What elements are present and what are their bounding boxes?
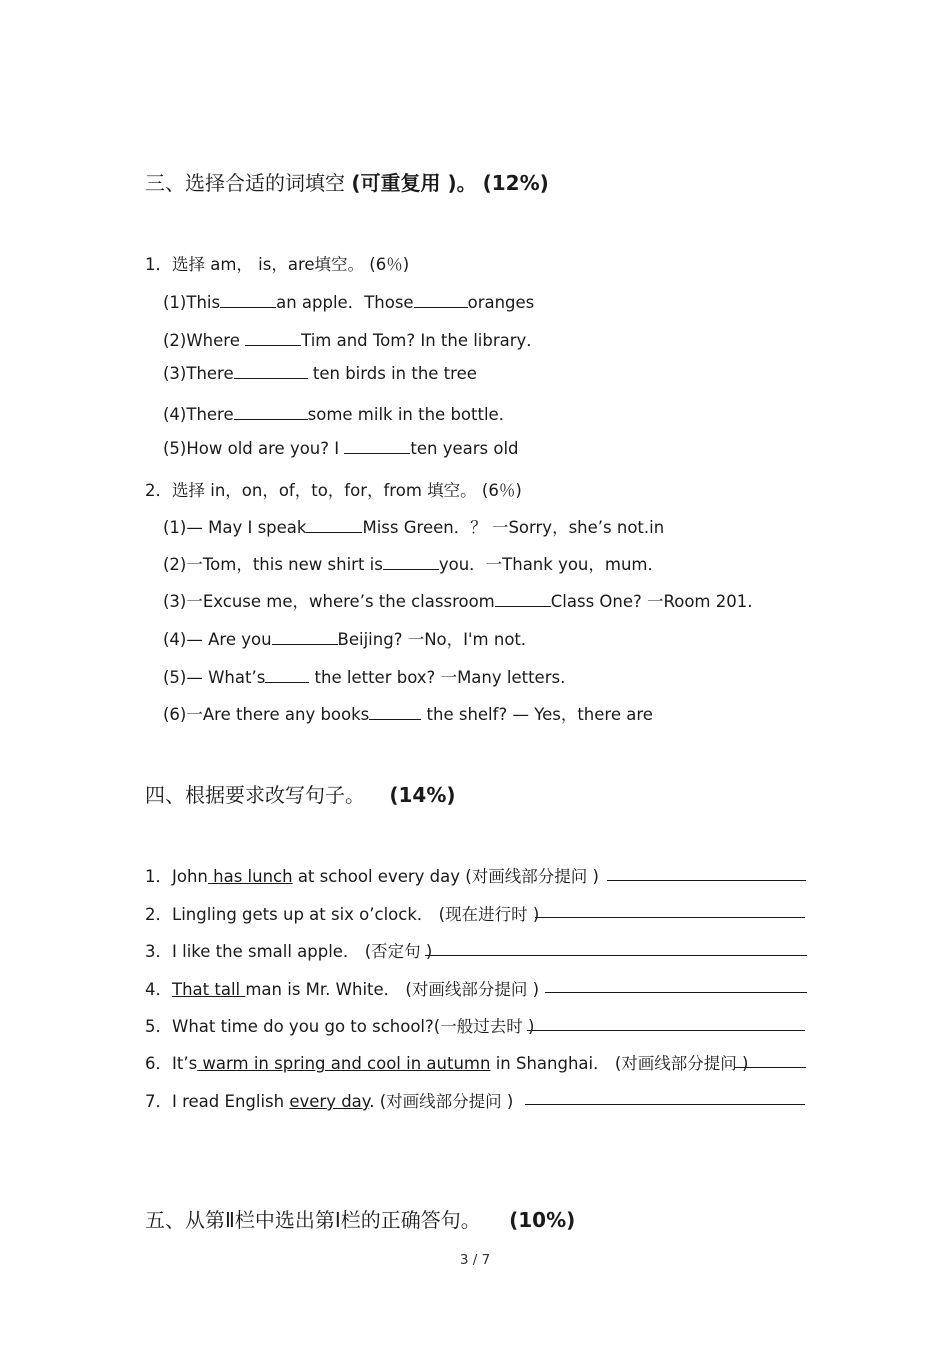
part1-item-4: (4)There some milk in the bottle． [163,405,516,424]
answer-line[interactable] [527,1030,805,1031]
answer-line[interactable] [545,992,807,993]
section3-title: 三、选择合适的词填空 [145,171,345,195]
answer-blank[interactable] [234,364,308,379]
part2-item-6: (6)一Are there any books the shelf? — Yes，there are [163,705,653,724]
answer-line[interactable] [607,880,806,881]
rewrite-item-2: 2．Lingling gets up at six o’clock． (现在进行时 ) [145,905,540,924]
rewrite-item-4: 4．That tall man is Mr. White． (对画线部分提问 ) [145,980,540,999]
answer-blank[interactable] [272,630,338,645]
section3-score: (12%) [482,171,549,195]
page-number: 3 / 7 [459,1252,491,1268]
rewrite-item-7: 7．I read English every day. (对画线部分提问 ) [145,1092,514,1111]
section4-title: 四、根据要求改写句子。 [145,783,365,807]
section4-heading [145,779,456,808]
part2-item-3: (3)一Excuse me，where’s the classroom Class One? 一Room 201. [163,592,753,611]
part1-item-1: (1)This an apple．Those oranges [163,293,535,312]
answer-blank[interactable] [344,439,410,454]
answer-blank[interactable] [383,555,439,570]
section3-heading [145,167,549,196]
part2-label: 2．选择 in，on，of，to，for，from 填空。 (6％) [145,481,522,500]
part1-label: 1．选择 am， is，are填空。 (6％) [145,255,410,274]
answer-blank[interactable] [220,293,276,308]
answer-blank[interactable] [265,668,309,683]
answer-blank[interactable] [414,293,468,308]
answer-blank[interactable] [234,405,308,420]
part2-item-5: (5)— What’s the letter box? 一Many letters. [163,668,566,687]
section3-title-paren: (可重复用 )。 [351,171,477,195]
answer-blank[interactable] [495,592,551,607]
part1-item-3: (3)There ten birds in the tree [163,364,477,383]
answer-blank[interactable] [306,518,362,533]
part1-item-2: (2)Where Tim and Tom? In the library． [163,331,543,350]
rewrite-item-5: 5．What time do you go to school?(一般过去时 ) [145,1017,535,1036]
section5-heading [145,1204,575,1233]
answer-line[interactable] [425,955,807,956]
rewrite-item-1: 1．John has lunch at school every day (对画线部分提问 ) [145,867,599,886]
part2-item-4: (4)— Are you Beijing? 一No，I'm not． [163,630,538,649]
part2-item-2: (2)一Tom，this new shirt is you．一Thank you，mum． [163,555,664,574]
part2-item-1: (1)— May I speak Miss Green．？ 一Sorry，she’s not.in [163,518,665,537]
section5-title: 五、从第Ⅱ栏中选出第Ⅰ栏的正确答句。 [145,1208,481,1232]
answer-line[interactable] [525,1104,805,1105]
rewrite-item-3: 3．I like the small apple． (否定句 ) [145,942,433,961]
section5-score: (10%) [509,1208,576,1232]
answer-blank[interactable] [369,705,421,720]
section4-score: (14%) [389,783,456,807]
rewrite-item-6: 6．It’s warm in spring and cool in autumn in Shanghai． (对画线部分提问 ) [145,1054,749,1073]
part1-item-5: (5)How old are you? I ten years old [163,439,519,458]
answer-line[interactable] [735,1067,806,1068]
answer-line[interactable] [535,917,805,918]
answer-blank[interactable] [245,331,301,346]
